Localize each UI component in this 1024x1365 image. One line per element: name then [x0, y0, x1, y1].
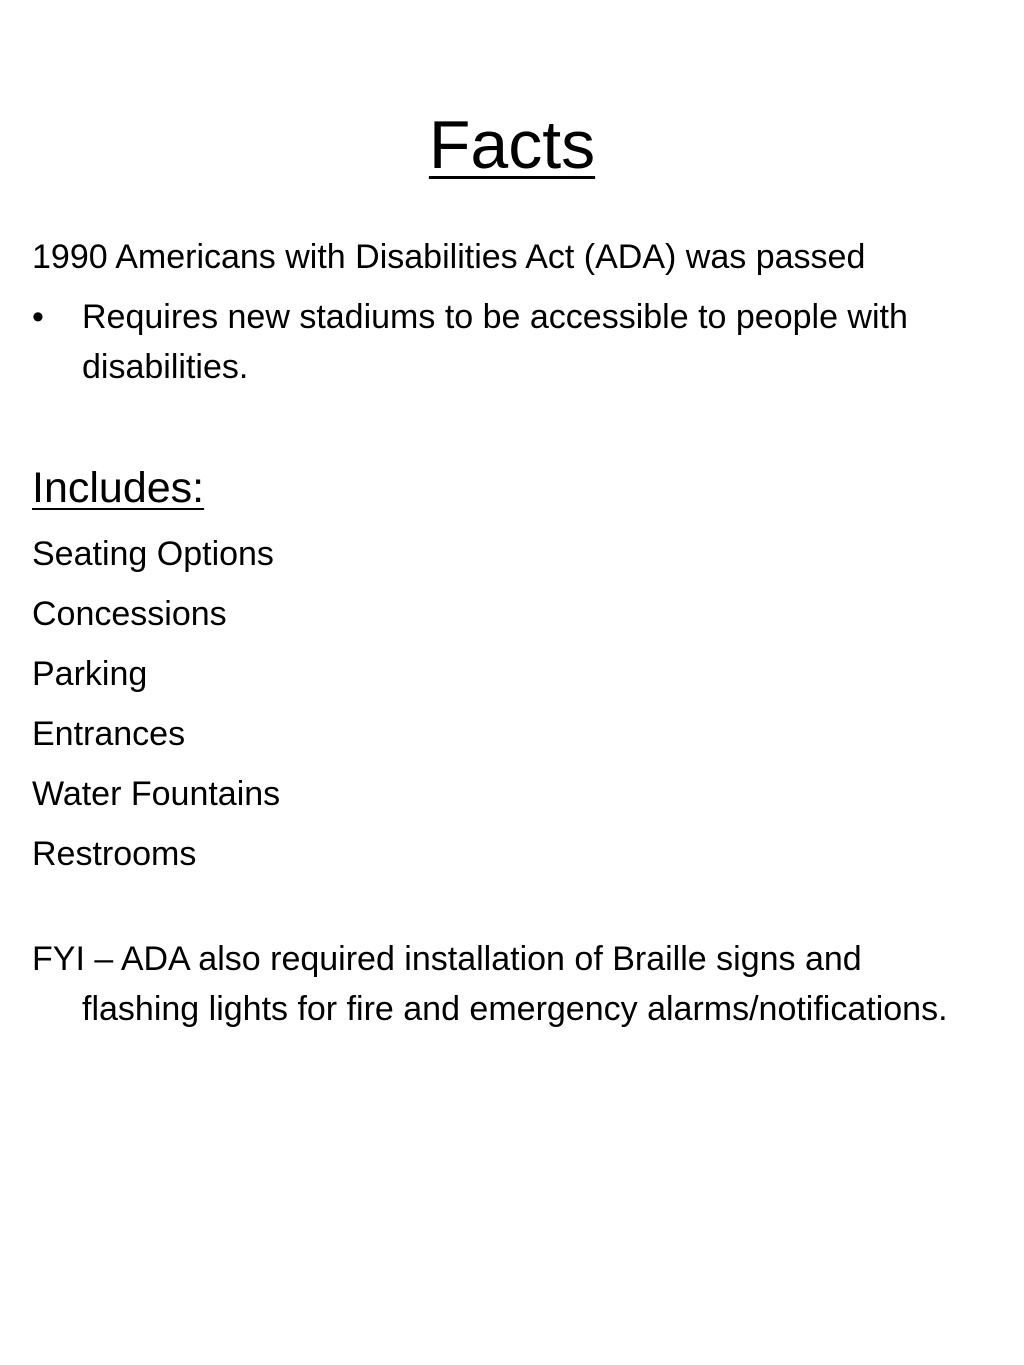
list-item: Concessions [32, 595, 227, 633]
slide-body [32, 232, 972, 1034]
bullet-text: Requires new stadiums to be accessible to people with disabilities. [82, 298, 908, 386]
intro-text: 1990 Americans with Disabilities Act (ADA) was passed [32, 238, 866, 276]
fyi-note: FYI – ADA also required installation of Braille signs and flashing lights for fire and emergency alarms/notifications. [32, 940, 948, 1028]
list-item: Seating Options [32, 535, 274, 573]
list-item: Water Fountains [32, 775, 281, 813]
bullet-icon: • [32, 298, 44, 336]
bullet-item [32, 292, 972, 392]
slide-title: Facts [428, 107, 596, 183]
list-item: Restrooms [32, 835, 197, 873]
list-item: Parking [32, 655, 148, 693]
includes-heading: Includes: [32, 464, 205, 512]
list-item: Entrances [32, 715, 186, 753]
includes-list [32, 524, 972, 884]
